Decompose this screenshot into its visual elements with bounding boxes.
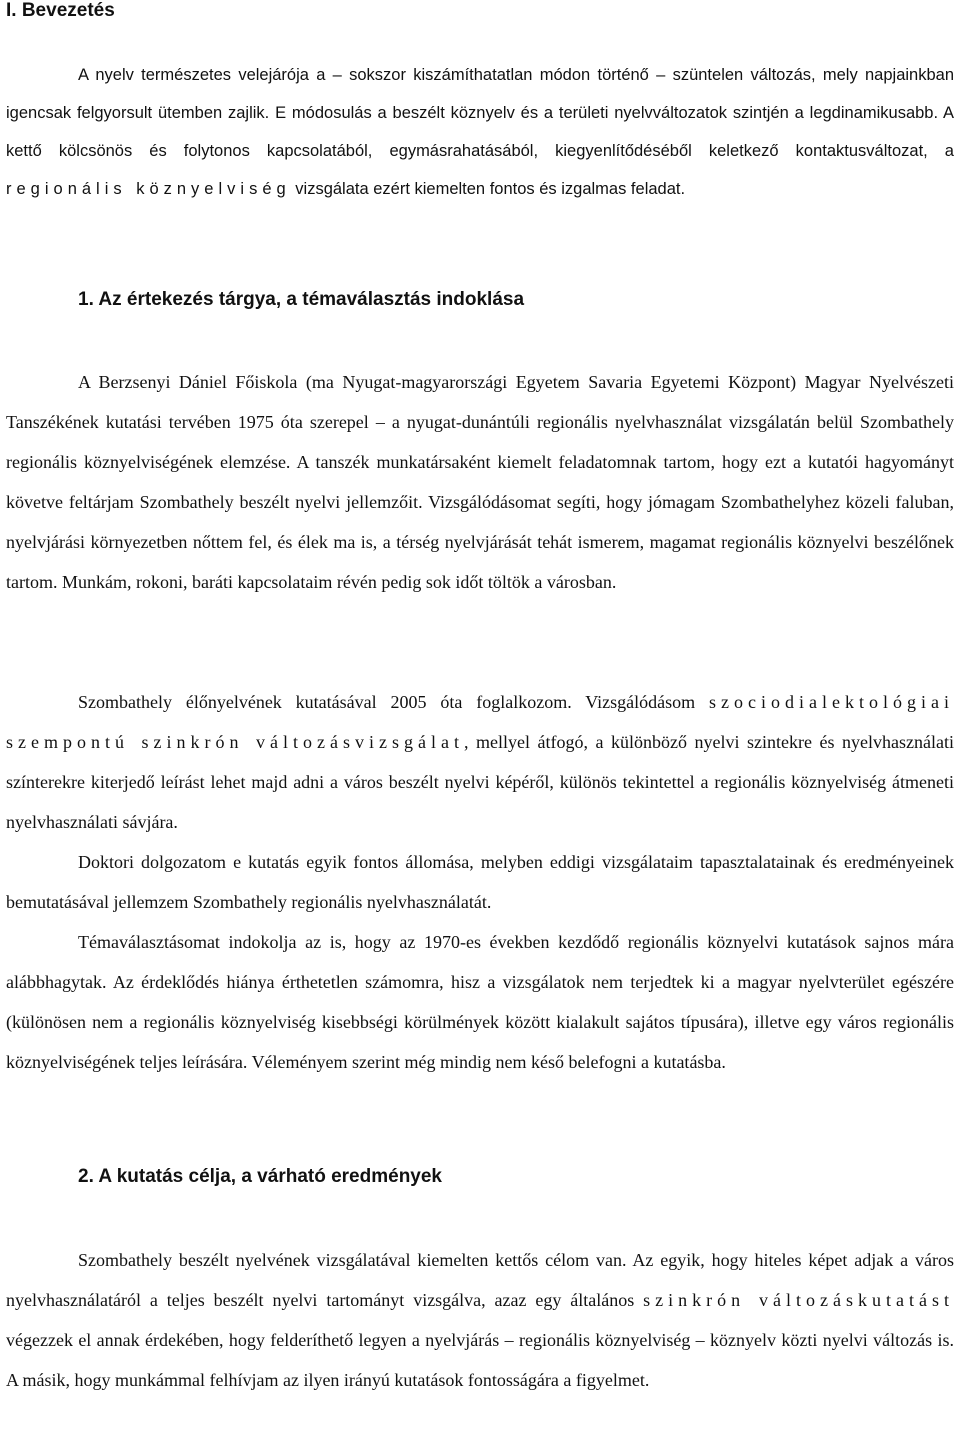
heading-section-2: 2. A kutatás célja, a várható eredmények [78, 1166, 442, 1187]
paragraph-research-text-end: , mellyel átfogó, a különböző nyelvi szintekre és nyelvhasználati színterekre kiterjedő leírást lehet majd adni a város beszélt nyelvi képéről, különös tekintettel a regionális köznyelviség átmeneti nyelvhasználati sávjára. [6, 732, 954, 832]
paragraph-research [6, 682, 954, 842]
paragraph-topic: A Berzsenyi Dániel Főiskola (ma Nyugat-magyarországi Egyetem Savaria Egyetemi Központ) Magyar Nyelvészeti Tanszékének kutatási tervében 1975 óta szerepel – a nyugat-dunántúli regionális nyelvhasználat vizsgálatán belül Szombathely regionális köznyelviségének elemzése. A tanszék munkatársaként kiemelt feladatomnak tartom, hogy ezt a kutatói hagyományt követve feltárjam Szombathely beszélt nyelvi jellemzőit. Vizsgálódásomat segíti, hogy jómagam Szombathelyhez közeli faluban, nyelvjárási környezetben nőttem fel, és élek ma is, a térség nyelvjárását tehát ismerem, magamat regionális köznyelvi beszélőnek tartom. Munkám, rokoni, baráti kapcsolataim révén pedig sok időt töltök a városban. [6, 372, 954, 592]
paragraph-intro [6, 56, 954, 208]
heading-introduction: I. Bevezetés [6, 0, 115, 21]
paragraph-research-text: Szombathely élőnyelvének kutatásával 2005 óta foglalkozom. Vizsgálódásom [78, 692, 710, 712]
paragraph-intro-text: A nyelv természetes velejárója a – sokszor kiszámíthatatlan módon történő – szüntelen változás, mely napjainkban igencsak felgyorsult ütemben zajlik. E módosulás a beszélt köznyelv és a területi nyelvváltozatok szintjén a legdinamikusabb. A kettő kölcsönös és folytonos kapcsolatából, egymásrahatásából, kiegyenlítődéséből keletkező kontaktusváltozat, a [6, 66, 954, 160]
emphasis-change-research: szinkrón változáskutatást [643, 1290, 954, 1310]
paragraph-motivation: Témaválasztásomat indokolja az is, hogy az 1970-es években kezdődő regionális köznyelvi kutatások sajnos mára alábbhagytak. Az érdeklődés hiánya érthetetlen számomra, hisz a vizsgálatok nem terjedtek ki a magyar nyelvterület egészére (különösen nem a regionális köznyelviség kisebbségi körülmények között kialakult sajátos típusára), illetve egy város regionális köznyelviségének teljes leírására. Véleményem szerint még mindig nem késő belefogni a kutatásba. [6, 932, 954, 1072]
paragraph-goals-text-end: végezzek el annak érdekében, hogy felderíthető legyen a nyelvjárás – regionális köznyelviség – köznyelv közti nyelvi változás is. A másik, hogy munkámmal felhívjam az ilyen irányú kutatások fontosságára a figyelmet. [6, 1330, 954, 1390]
paragraph-intro-text-end: vizsgálata ezért kiemelten fontos és izgalmas feladat. [290, 180, 686, 198]
paragraph-goals-text: Szombathely beszélt nyelvének vizsgálatával kiemelten kettős célom van. Az egyik, hogy hiteles képet adjak a város nyelvhasználatáról a teljes beszélt nyelvi tartományt vizsgálva, azaz egy általános [6, 1250, 954, 1310]
emphasis-regional-colloquial: regionális köznyelviség [6, 180, 291, 198]
paragraph-goals [6, 1240, 954, 1400]
emphasis-research-type: szociodialektológiai szempontú szinkrón változásvizsgálat [6, 692, 954, 752]
heading-section-1: 1. Az értekezés tárgya, a témaválasztás indoklása [78, 289, 525, 310]
paragraph-dissertation: Doktori dolgozatom e kutatás egyik fontos állomása, melyben eddigi vizsgálataim tapasztalatainak és eredményeinek bemutatásával jellemzem Szombathely regionális nyelvhasználatát. [6, 852, 954, 912]
